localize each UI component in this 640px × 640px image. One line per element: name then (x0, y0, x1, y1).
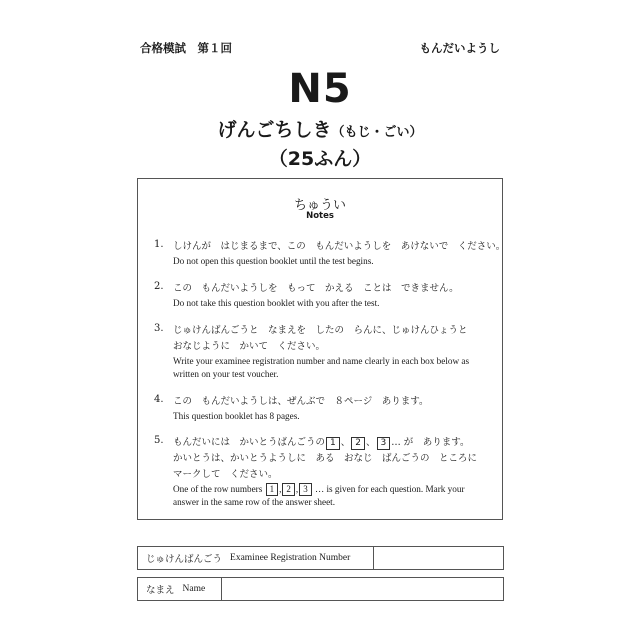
note-number: 3. (154, 323, 164, 334)
registration-number-label-en: Examinee Registration Number (230, 553, 351, 563)
level-title: N5 (288, 66, 352, 112)
name-label-jp: なまえ (146, 585, 175, 596)
note-en-text: Write your examinee registration number and name clearly in each box below as written on your test voucher. (173, 356, 470, 379)
note-item-5 (154, 435, 492, 509)
note-number: 5. (154, 435, 164, 446)
note-number: 1. (154, 239, 164, 250)
note-jp-line: この もんだいようしを もって かえる ことは できません。 (173, 283, 459, 294)
note-jp-text: … が あります。 (391, 437, 470, 448)
note-jp-line: もんだいには かいとうばんごうの 1 、 2 、 3 … が あります。 (173, 437, 470, 448)
note-item-1 (154, 239, 506, 268)
subject-sub: （もじ・ごい） (331, 125, 423, 140)
answer-number-box-2: 2 (282, 483, 295, 496)
note-jp-line: じゅけんばんごうと なまえを したの らんに、じゅけんひょうと (173, 325, 468, 336)
note-en-text: One of the row numbers 1 , 2 , 3 … is given for each question. Mark your answer in the same row of the answer sheet. (173, 484, 465, 507)
note-number: 2. (154, 281, 164, 292)
note-en-part: … is given for each question. Mark your answer in the same row of the answer sheet. (173, 484, 465, 507)
answer-number-box-3: 3 (377, 437, 391, 450)
exam-series-label: 合格模試 第１回 (140, 41, 232, 55)
notes-title: ちゅうい (293, 198, 346, 213)
subject-title (0, 115, 640, 142)
name-label (138, 578, 222, 600)
answer-number-box-2: 2 (351, 437, 365, 450)
answer-number-box-3: 3 (299, 483, 312, 496)
name-row (137, 577, 504, 601)
note-item-3 (154, 323, 492, 381)
booklet-type-label: もんだいようし (419, 41, 500, 55)
time-limit: （25ふん） (268, 148, 372, 170)
note-item-2 (154, 281, 492, 310)
notes-subtitle: Notes (306, 211, 334, 221)
name-field[interactable] (222, 578, 503, 600)
answer-number-box-1: 1 (266, 483, 279, 496)
registration-number-label (138, 547, 374, 569)
note-jp-line: かいとうは、かいとうようしに ある おなじ ばんごうの ところに (173, 453, 478, 464)
note-en-text: Do not open this question booklet until the test begins. (173, 256, 374, 266)
notes-box (137, 178, 506, 520)
note-en-part: One of the row numbers (173, 484, 263, 494)
registration-number-field[interactable] (374, 547, 503, 569)
note-en-text: Do not take this question booklet with you after the test. (173, 298, 380, 308)
registration-number-label-jp: じゅけんばんごう (146, 554, 223, 565)
subject-main: げんごちしき (217, 119, 332, 141)
note-jp-line: しけんが はじまるまで、この もんだいようしを あけないで ください。 (173, 241, 506, 252)
note-jp-text: もんだいには かいとうばんごうの (173, 437, 326, 448)
note-jp-line: おなじように かいて ください。 (173, 341, 326, 352)
registration-number-row (137, 546, 504, 570)
name-label-en: Name (182, 584, 206, 594)
note-en-text: This question booklet has 8 pages. (173, 411, 300, 421)
answer-number-box-1: 1 (326, 437, 340, 450)
note-item-4 (154, 394, 492, 423)
note-jp-line: マークして ください。 (173, 469, 278, 480)
note-jp-line: この もんだいようしは、ぜんぶで ８ページ あります。 (173, 396, 429, 407)
note-number: 4. (154, 394, 164, 405)
